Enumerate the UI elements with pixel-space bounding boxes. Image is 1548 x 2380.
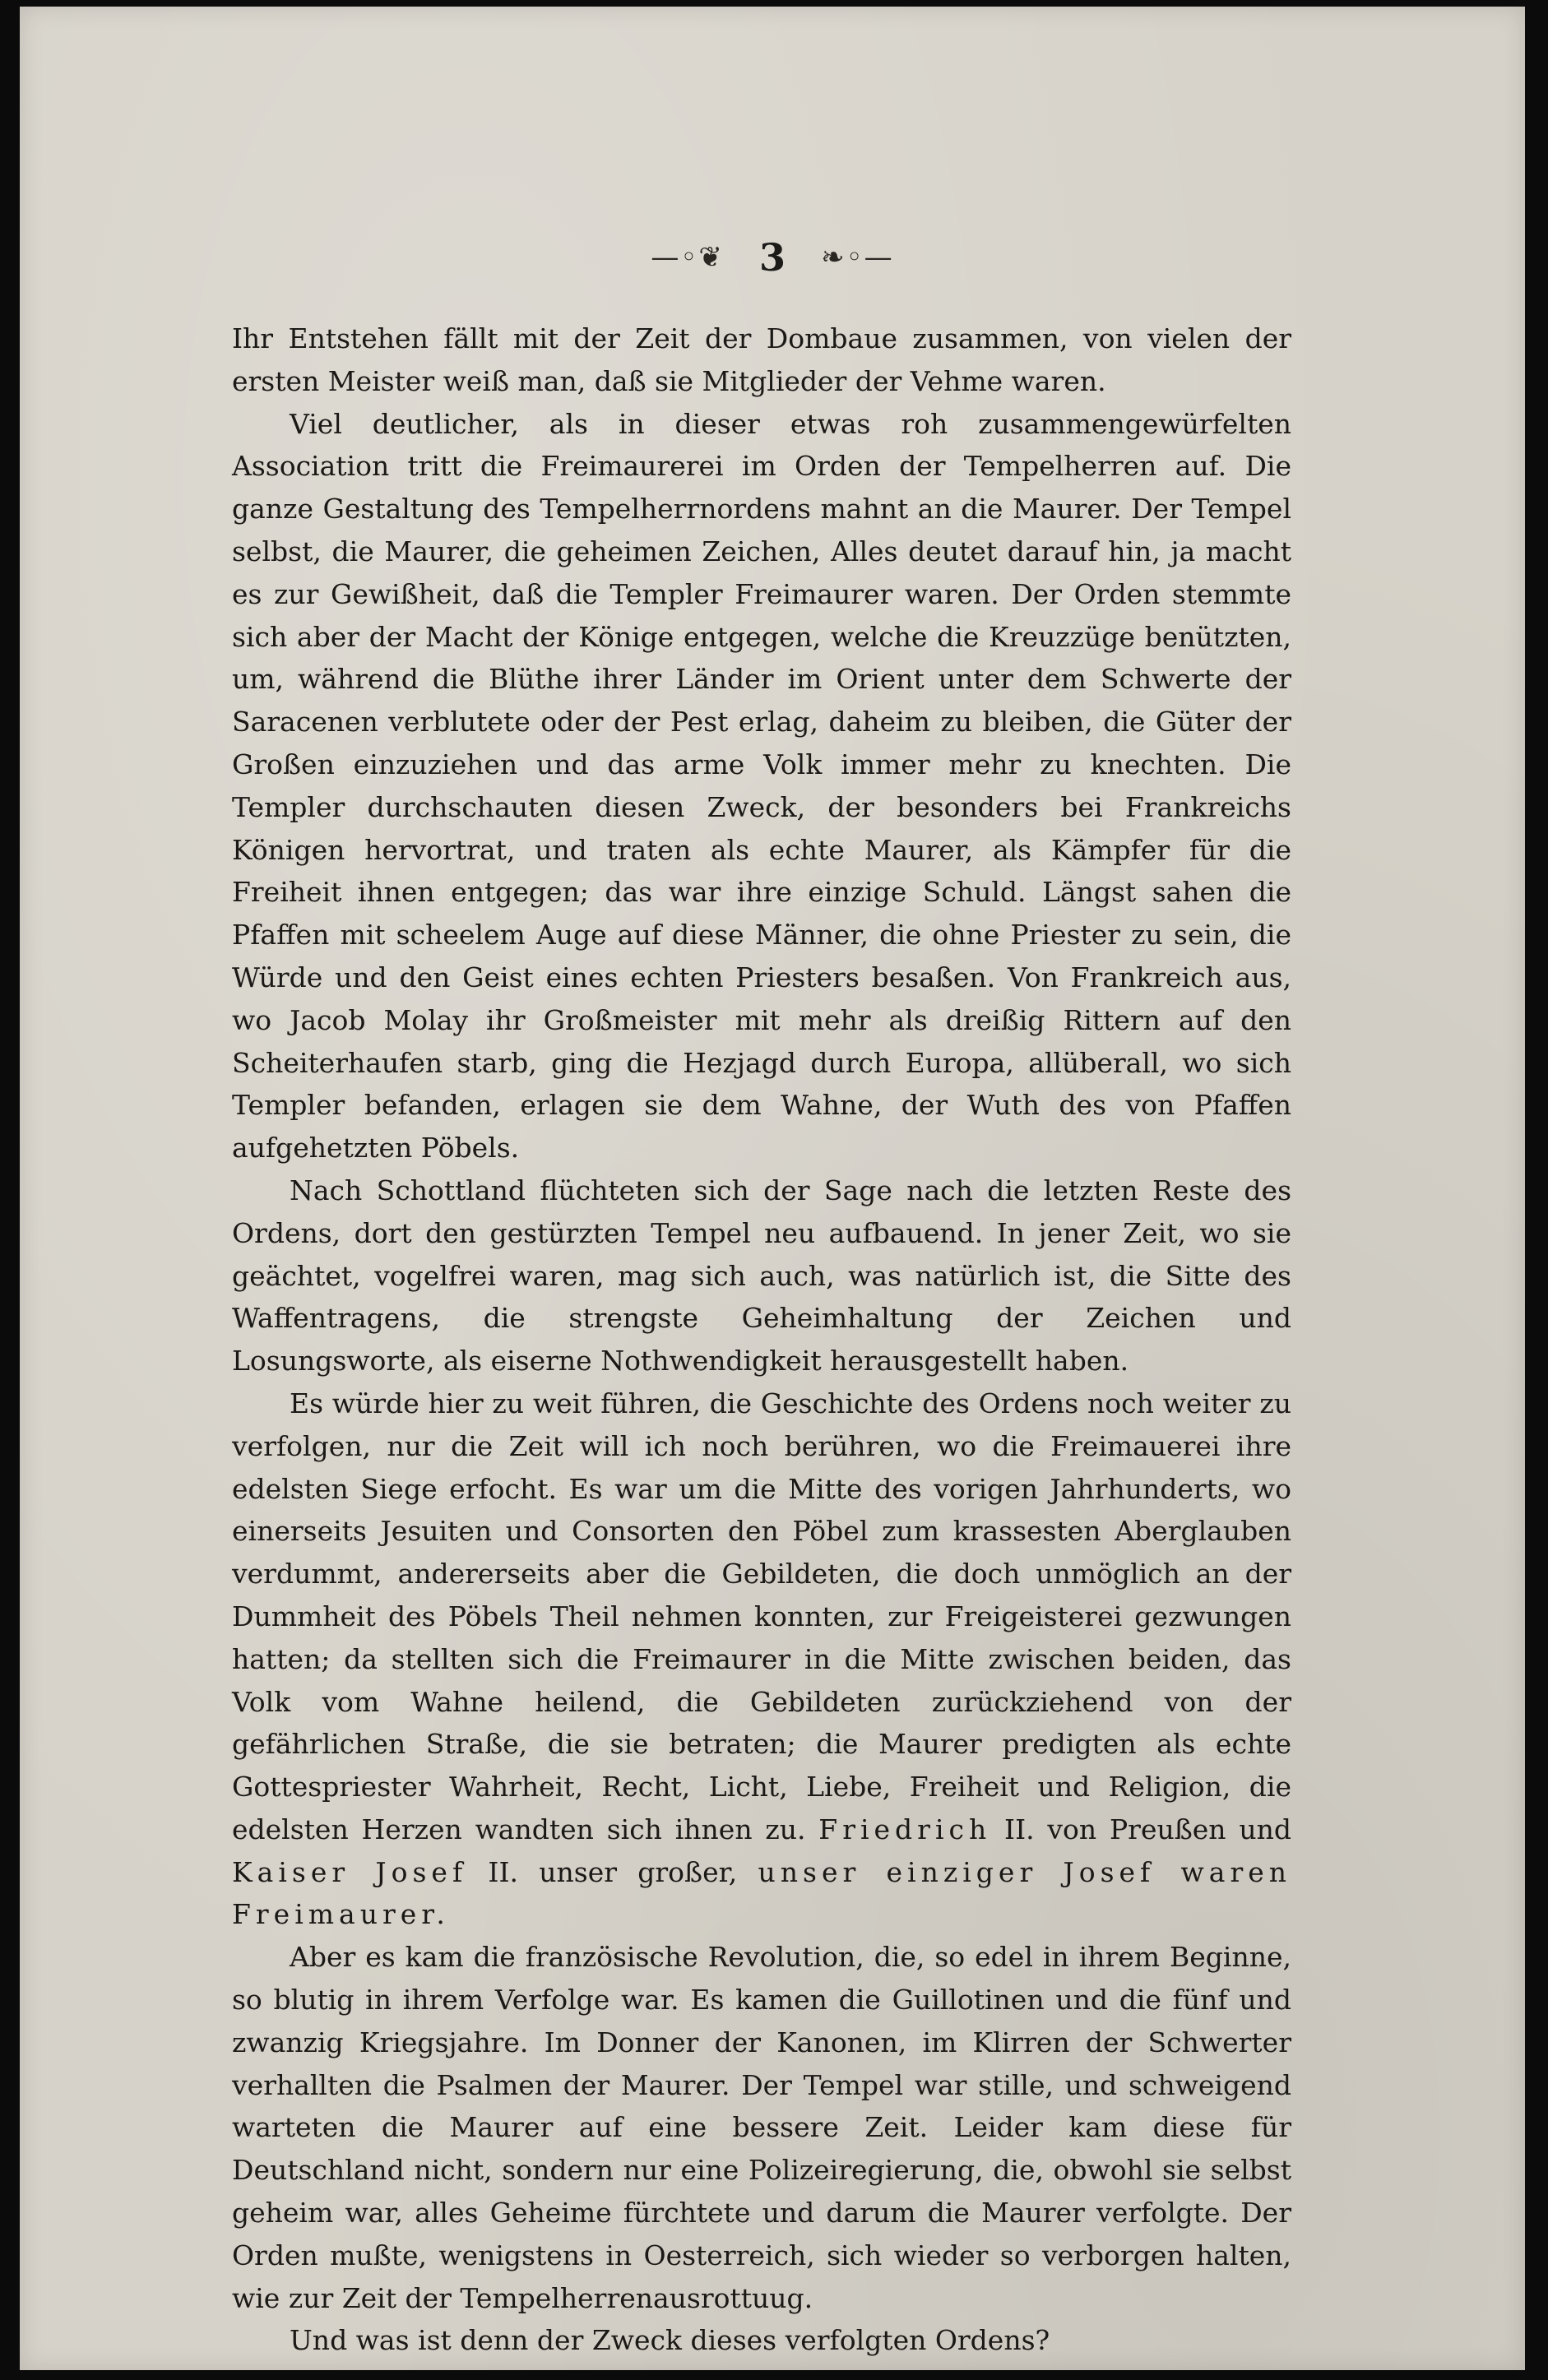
paragraph	[232, 1382, 1291, 1936]
paragraph-text: Und was ist denn der Zweck dieses verfolgten Ordens?	[290, 2324, 1050, 2357]
document-page	[20, 7, 1525, 2370]
spaced-text: Kaiser Josef	[232, 1855, 468, 1888]
paragraph-text: II. von Preußen und	[991, 1813, 1291, 1845]
page-header	[20, 235, 1525, 280]
page-number: 3	[758, 235, 786, 280]
body-text	[232, 317, 1291, 2362]
paragraph	[232, 403, 1291, 1169]
paragraph-text: Aber es kam die französische Revolution, die, so edel in ihrem Beginne, so blutig in ihrem Verfolge war. Es kamen die Guillotinen und die fünf und zwanzig Kriegsjahre. Im Donner der Kanonen, im Klirren der Schwerter verhallten die Psalmen der Maurer. Der Tempel war stille, und schweigend warteten die Maurer auf eine bessere Zeit. Leider kam diese für Deutschland nicht, sondern nur eine Polizeiregierung, die, obwohl sie selbst geheim war, alles Geheime fürchtete und darum die Maurer verfolgte. Der Orden mußte, wenigstens in Oesterreich, sich wieder so verborgen halten, wie zur Zeit der Tempelherrenausrottuug.	[232, 1941, 1291, 2314]
spaced-text: unser einziger Josef waren Freimaurer.	[232, 1855, 1292, 1931]
paragraph	[232, 2319, 1291, 2362]
paragraph-text: Nach Schottland flüchteten sich der Sage nach die letzten Reste des Ordens, dort den gestürzten Tempel neu aufbauend. In jener Zeit, wo sie geächtet, vogelfrei waren, mag sich auch, was natürlich ist, die Sitte des Waffentragens, die strengste Geheimhaltung der Zeichen und Losungsworte, als eiserne Nothwendigkeit herausgestellt haben.	[232, 1174, 1291, 1378]
ornament-left-icon: —◦❦	[651, 241, 724, 274]
paragraph	[232, 1936, 1291, 2319]
paragraph-text: II. unser großer,	[467, 1855, 758, 1888]
paragraph	[232, 1169, 1291, 1382]
paragraph-text: Ihr Entstehen fällt mit der Zeit der Dombaue zusammen, von vielen der ersten Meister weiß man, daß sie Mitglieder der Vehme waren.	[232, 322, 1291, 397]
paragraph-text: Es würde hier zu weit führen, die Geschichte des Ordens noch weiter zu verfolgen, nur die Zeit will ich noch berühren, wo die Freimauerei ihre edelsten Siege erfocht. Es war um die Mitte des vorigen Jahrhunderts, wo einerseits Jesuiten und Consorten den Pöbel zum krassesten Aberglauben verdummt, andererseits aber die Gebildeten, die doch unmöglich an der Dummheit des Pöbels Theil nehmen konnten, zur Freigeisterei gezwungen hatten; da stellten sich die Freimaurer in die Mitte zwischen beiden, das Volk vom Wahne heilend, die Gebildeten zurückziehend von der gefährlichen Straße, die sie betraten; die Maurer predigten als echte Gottespriester Wahrheit, Recht, Licht, Liebe, Freiheit und Religion, die edelsten Herzen wandten sich ihnen zu.	[232, 1387, 1291, 1845]
paragraph-text: Viel deutlicher, als in dieser etwas roh zusammengewürfelten Association tritt die Freimaurerei im Orden der Tempelherren auf. Die ganze Gestaltung des Tempelherrnordens mahnt an die Maurer. Der Tempel selbst, die Maurer, die geheimen Zeichen, Alles deutet darauf hin, ja macht es zur Gewißheit, daß die Templer Freimaurer waren. Der Orden stemmte sich aber der Macht der Könige entgegen, welche die Kreuzzüge benützten, um, während die Blüthe ihrer Länder im Orient unter dem Schwerte der Saracenen verblutete oder der Pest erlag, daheim zu bleiben, die Güter der Großen einzuziehen und das arme Volk immer mehr zu knechten. Die Templer durchschauten diesen Zweck, der besonders bei Frankreichs Königen hervortrat, und traten als echte Maurer, als Kämpfer für die Freiheit ihnen entgegen; das war ihre einzige Schuld. Längst sahen die Pfaffen mit scheelem Auge auf diese Männer, die ohne Priester zu sein, die Würde und den Geist eines echten Priesters besaßen. Von Frankreich aus, wo Jacob Molay ihr Großmeister mit mehr als dreißig Rittern auf den Scheiterhaufen starb, ging die Hezjagd durch Europa, allüberall, wo sich Templer befanden, erlagen sie dem Wahne, der Wuth des von Pfaffen aufgehetzten Pöbels.	[232, 407, 1291, 1165]
ornament-right-icon: ❧◦—	[821, 241, 894, 274]
paragraph	[232, 317, 1291, 403]
spaced-text: Friedrich	[818, 1813, 992, 1845]
